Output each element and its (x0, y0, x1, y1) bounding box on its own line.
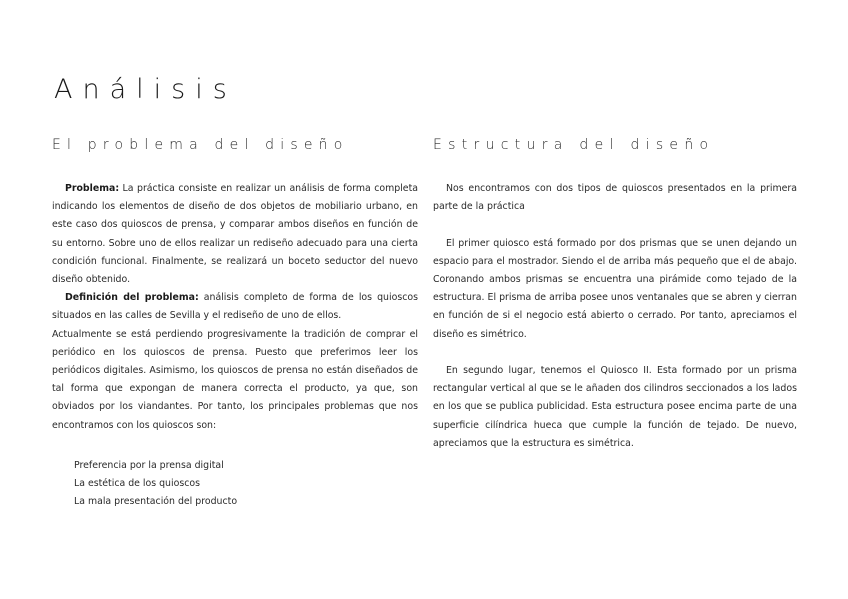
problem-heading: El problema del diseño (52, 137, 349, 153)
list-item: La mala presentación del producto (74, 496, 238, 508)
list-item: La estética de los quioscos (74, 478, 200, 490)
page-title: Análisis (54, 74, 237, 105)
problem-column (52, 136, 418, 511)
definition-paragraph (52, 289, 418, 325)
problem-label: Problema: (65, 183, 120, 194)
problems-list (52, 457, 418, 512)
structure-column (433, 136, 797, 453)
context-paragraph: Actualmente se está perdiendo progresivamente la tradición de comprar el periódico en los quioscos de prensa. Puesto que preferimos leer los periódicos digitales. Asimismo, los quioscos de prensa no están diseñados de tal forma que expongan de manera correcta el producto, ya que, son obviados por los viandantes. Por tanto, los principales problemas que nos encontramos con los quioscos son: (52, 328, 418, 431)
structure-intro-paragraph: Nos encontramos con dos tipos de quioscos presentados en la primera parte de la práctica (433, 183, 797, 213)
problem-paragraph (52, 180, 418, 289)
structure-heading: Estructura del diseño (433, 137, 715, 153)
definition-text: análisis completo de forma de los quioscos situados en las calles de Sevilla y el rediseño de uno de ellos. (52, 292, 418, 322)
definition-label: Definición del problema: (65, 292, 199, 304)
problem-text: La práctica consiste en realizar un análisis de forma completa indicando los elementos de diseño de dos objetos de mobiliario urbano, en este caso dos quioscos de prensa, y comparar ambos diseños en función de su entorno. Sobre uno de ellos realizar un rediseño adecuado para una cierta condición funcional. Finalmente, se realizará un boceto seductor del nuevo diseño obtenido. (52, 183, 418, 286)
kiosk-two-paragraph: En segundo lugar, tenemos el Quiosco II. Esta formado por un prisma rectangular vertical al que se le añaden dos cilindros seccionados a los lados en los que se publica publicidad. Esta estructura posee encima parte de una superficie cilíndrica hueca que cumple la función de tejado. De nuevo, apreciamos que la estructura es simétrica. (433, 365, 797, 449)
list-item: Preferencia por la prensa digital (74, 459, 224, 471)
kiosk-one-paragraph: El primer quiosco está formado por dos prismas que se unen dejando un espacio para el mostrador. Siendo el de arriba más pequeño que el de abajo. Coronando ambos prismas se encuentra una pirámide como tejado de la estructura. El prisma de arriba posee unos ventanales que se abren y cierran en función de si el negocio está abierto o cerrado. Por tanto, apreciamos el diseño es simétrico. (433, 237, 797, 340)
